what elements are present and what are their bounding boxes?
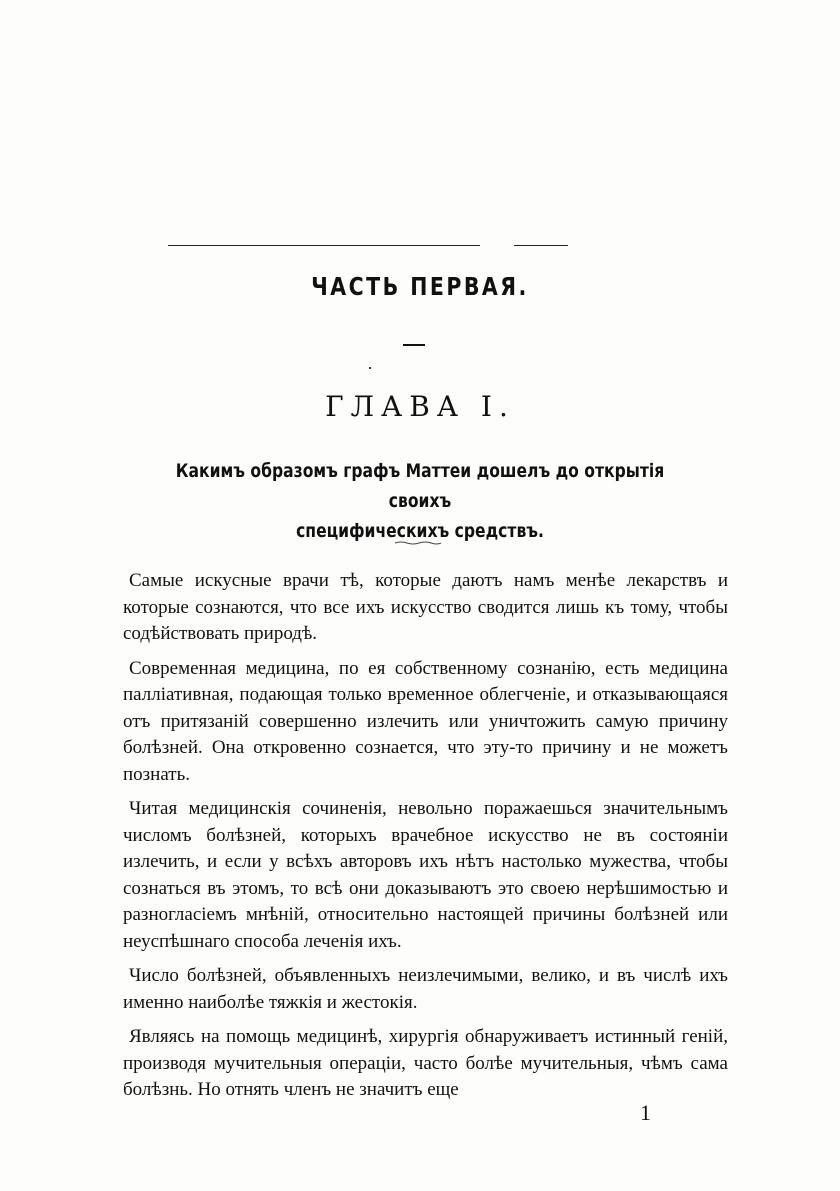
chapter-title: ГЛАВА I.: [325, 390, 515, 423]
ornament-divider: [393, 540, 443, 546]
section-dash: [403, 344, 425, 346]
top-rule-gap: [480, 244, 514, 247]
page-number: 1: [640, 1100, 651, 1125]
part-title: ЧАСТЬ ПЕРВАЯ.: [311, 272, 529, 301]
paragraph: Являясь на помощь медицинѣ, хирургія обнаруживаетъ истинный геній, производя мучительныя операціи, часто болѣе мучительныя, чѣмъ сама болѣзнь. Но отнять членъ не значитъ еще: [123, 1026, 728, 1100]
chapter-subtitle: [158, 456, 683, 546]
body-text: [123, 568, 728, 1112]
chapter-subtitle-line-1: Какимъ образомъ графъ Маттеи дошелъ до открытія своихъ: [175, 460, 665, 512]
paragraph: Читая медицинскія сочиненія, невольно поражаешься значительнымъ числомъ болѣзней, которыхъ врачебное искусство не въ состояніи излечить, и если у всѣхъ авторовъ ихъ нѣтъ настолько мужества, чтобы сознаться въ этомъ, то всѣ они доказываютъ это своею нерѣшимостью и разногласіемъ мнѣній, относительно настоящей причины болѣзней или неуспѣшнаго способа леченія ихъ.: [123, 798, 728, 952]
stray-dot: [369, 367, 371, 369]
chapter-subtitle-line-2: специфическихъ средствъ.: [296, 520, 544, 542]
paragraph: Самые искусные врачи тѣ, которые даютъ намъ менѣе лекарствъ и которые сознаются, что все ихъ искусство сводится лишь къ тому, чтобы содѣйствовать природѣ.: [123, 570, 728, 644]
paragraph: Число болѣзней, объявленныхъ неизлечимыми, велико, и въ числѣ ихъ именно наиболѣе тяжкія и жестокія.: [123, 965, 728, 1013]
paragraph: Современная медицина, по ея собственному сознанію, есть медицина палліативная, подающая только временное облегченіе, и отказывающаяся отъ притязаній совершенно излечить или уничтожить самую причину болѣзней. Она откровенно сознается, что эту-то причину и не можетъ познать.: [123, 657, 728, 785]
